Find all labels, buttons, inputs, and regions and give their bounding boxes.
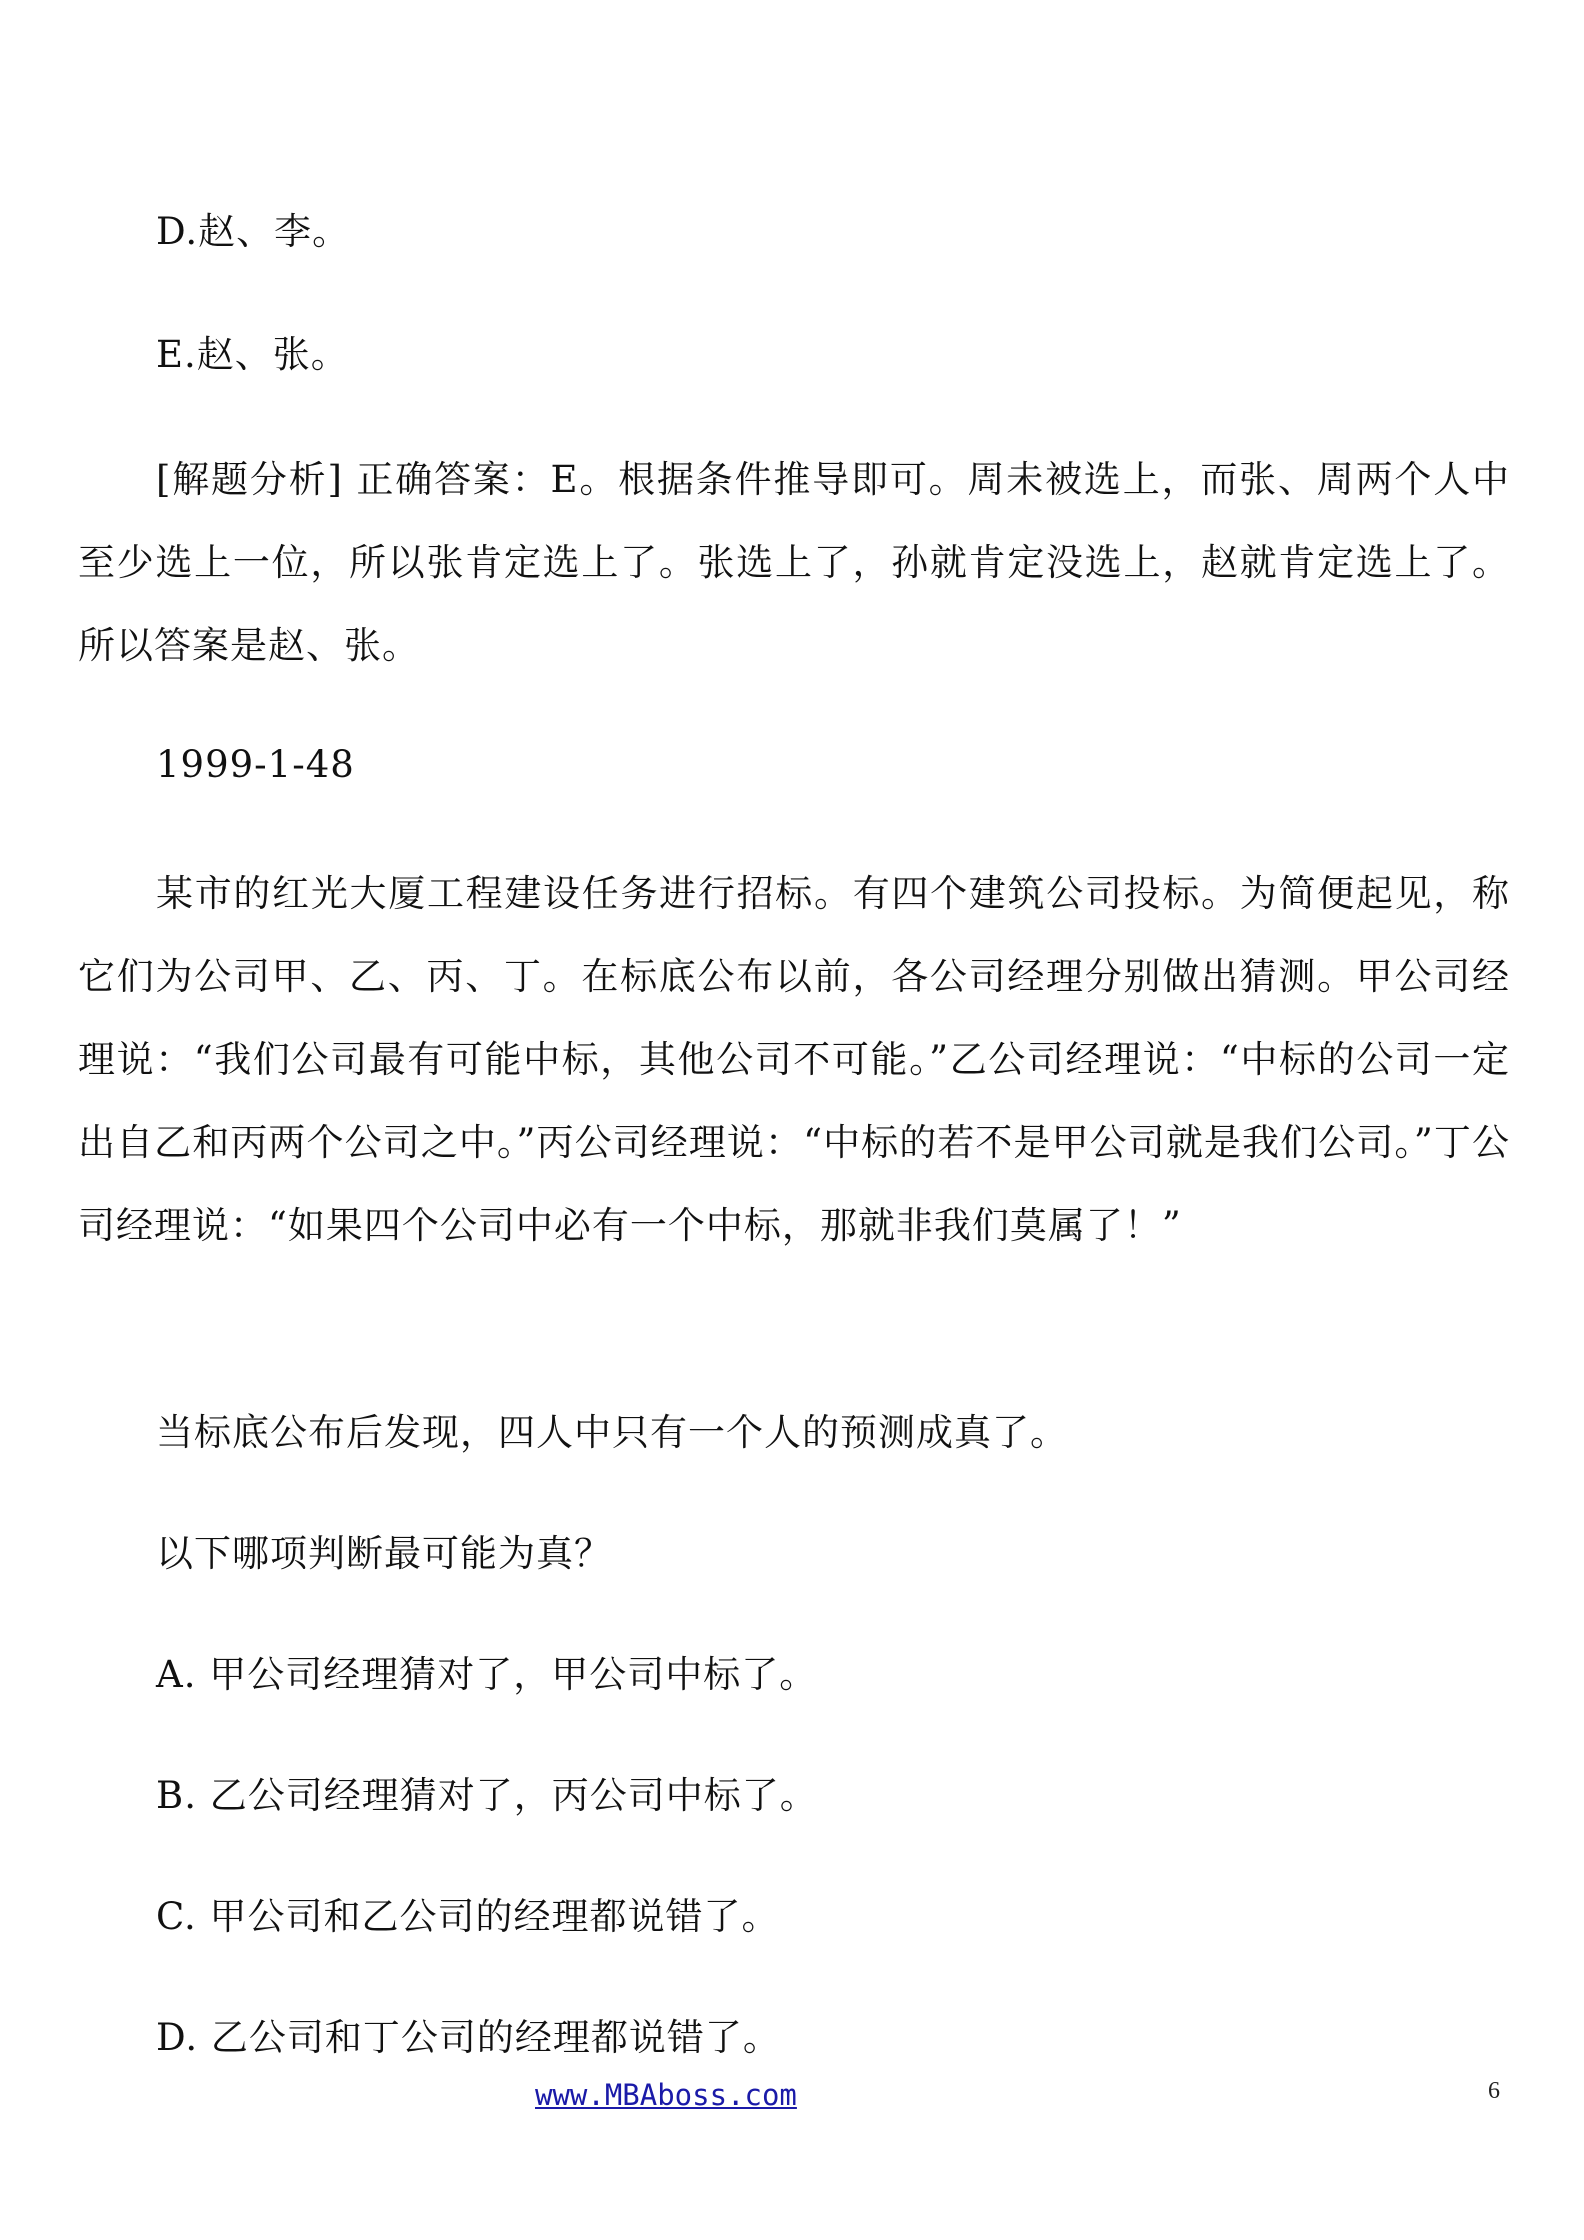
option-d: D. 乙公司和丁公司的经理都说错了。 bbox=[156, 2016, 781, 2059]
condition-text: 当标底公布后发现，四人中只有一个人的预测成真了。 bbox=[156, 1411, 1068, 1454]
option-a: A. 甲公司经理猜对了，甲公司中标了。 bbox=[156, 1653, 818, 1696]
page-number: 6 bbox=[1488, 2078, 1500, 2104]
footer-website-link[interactable]: www.MBAboss.com bbox=[535, 2078, 797, 2112]
question-text: 以下哪项判断最可能为真？ bbox=[156, 1532, 612, 1575]
question-id: 1999-1-48 bbox=[156, 743, 355, 786]
problem-text: 某市的红光大厦工程建设任务进行招标。有四个建筑公司投标。为简便起见，称它们为公司甲、乙、丙、丁。在标底公布以前，各公司经理分别做出猜测。甲公司经理说：“我们公司最有可能中标，其他公司不可能。”乙公司经理说：“中标的公司一定出自乙和丙两个公司之中。”丙公司经理说：“中标的若不是甲公司就是我们公司。”丁公司经理说：“如果四个公司中必有一个中标，那就非我们莫属了！” bbox=[78, 872, 1510, 1247]
previous-option-d: D.赵、李。 bbox=[156, 210, 351, 253]
option-c: C. 甲公司和乙公司的经理都说错了。 bbox=[156, 1895, 780, 1938]
option-b: B. 乙公司经理猜对了，丙公司中标了。 bbox=[156, 1774, 818, 1817]
previous-option-e: E.赵、张。 bbox=[156, 333, 349, 376]
answer-analysis: [解题分析] 正确答案：E。根据条件推导即可。周未被选上，而张、周两个人中至少选上一位，所以张肯定选上了。张选上了，孙就肯定没选上，赵就肯定选上了。所以答案是赵、张。 bbox=[78, 458, 1510, 667]
